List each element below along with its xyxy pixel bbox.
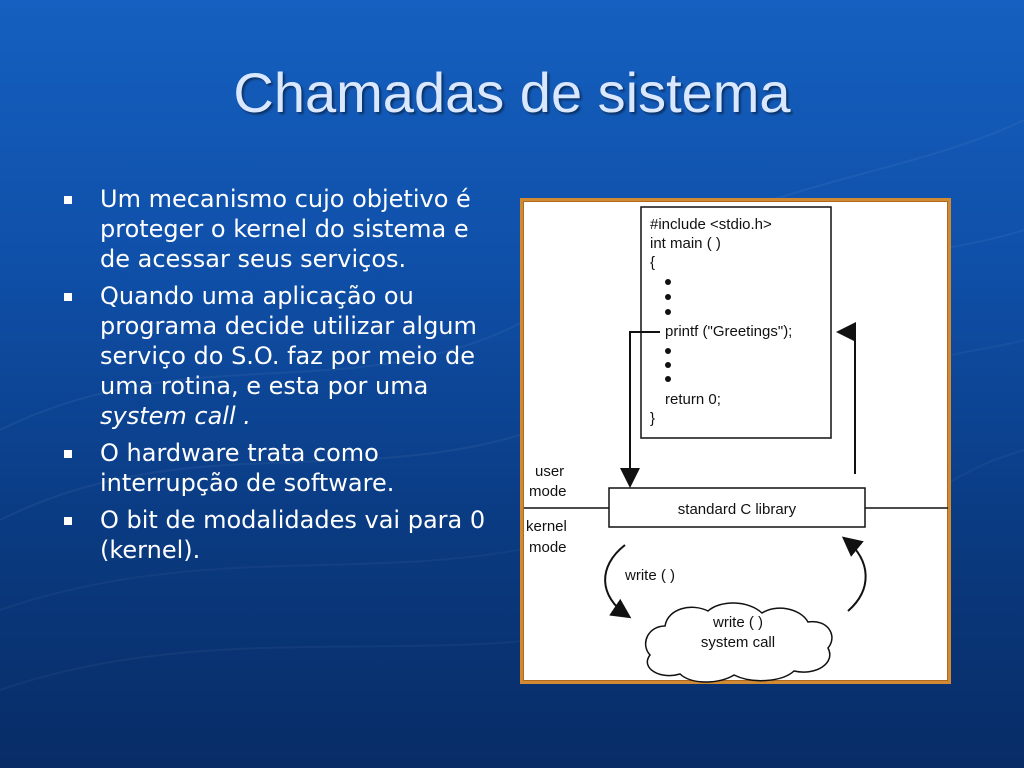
- slide-title: Chamadas de sistema: [233, 61, 791, 124]
- cloud-label: write ( ): [713, 614, 763, 631]
- bullet-emphasis: system call: [100, 402, 236, 430]
- bullet-item: [58, 438, 498, 498]
- kernel-mode-label: kernel: [526, 518, 567, 535]
- bullet-item: [58, 184, 498, 274]
- code-line: return 0;: [665, 391, 721, 408]
- bullet-item: [58, 281, 498, 431]
- bullet-text: O hardware trata como interrupção de software.: [100, 439, 395, 497]
- bullet-square-icon: [64, 293, 72, 301]
- library-label: standard C library: [677, 501, 797, 518]
- bullet-square-icon: [64, 517, 72, 525]
- code-line: printf ("Greetings");: [665, 323, 793, 340]
- code-line: #include <stdio.h>: [650, 216, 772, 233]
- user-mode-label: user: [535, 463, 565, 480]
- bullet-suffix: .: [235, 402, 251, 430]
- code-line: {: [650, 254, 656, 271]
- code-line: int main ( ): [650, 235, 721, 252]
- bullet-text: O bit de modalidades vai para 0 (kernel).: [100, 506, 486, 564]
- cloud-label: system call: [700, 634, 776, 651]
- bullet-square-icon: [64, 450, 72, 458]
- user-mode-label: mode: [529, 483, 567, 500]
- code-line: }: [650, 410, 656, 427]
- return-arrow: [840, 332, 855, 474]
- kernel-mode-label: mode: [529, 539, 567, 556]
- system-call-diagram: [520, 198, 951, 684]
- bullet-list: [58, 184, 498, 572]
- syscall-up-arrow: [845, 539, 866, 611]
- ellipsis-dots: [665, 348, 671, 382]
- bullet-text: Um mecanismo cujo objetivo é proteger o kernel do sistema e de acessar seus serviços.: [100, 185, 471, 273]
- write-call-label: write ( ): [625, 567, 675, 584]
- bullet-square-icon: [64, 196, 72, 204]
- bullet-item: [58, 505, 498, 565]
- bullet-text: Quando uma aplicação ou programa decide utilizar algum serviço do S.O. faz por meio de uma rotina, e esta por uma: [100, 282, 477, 400]
